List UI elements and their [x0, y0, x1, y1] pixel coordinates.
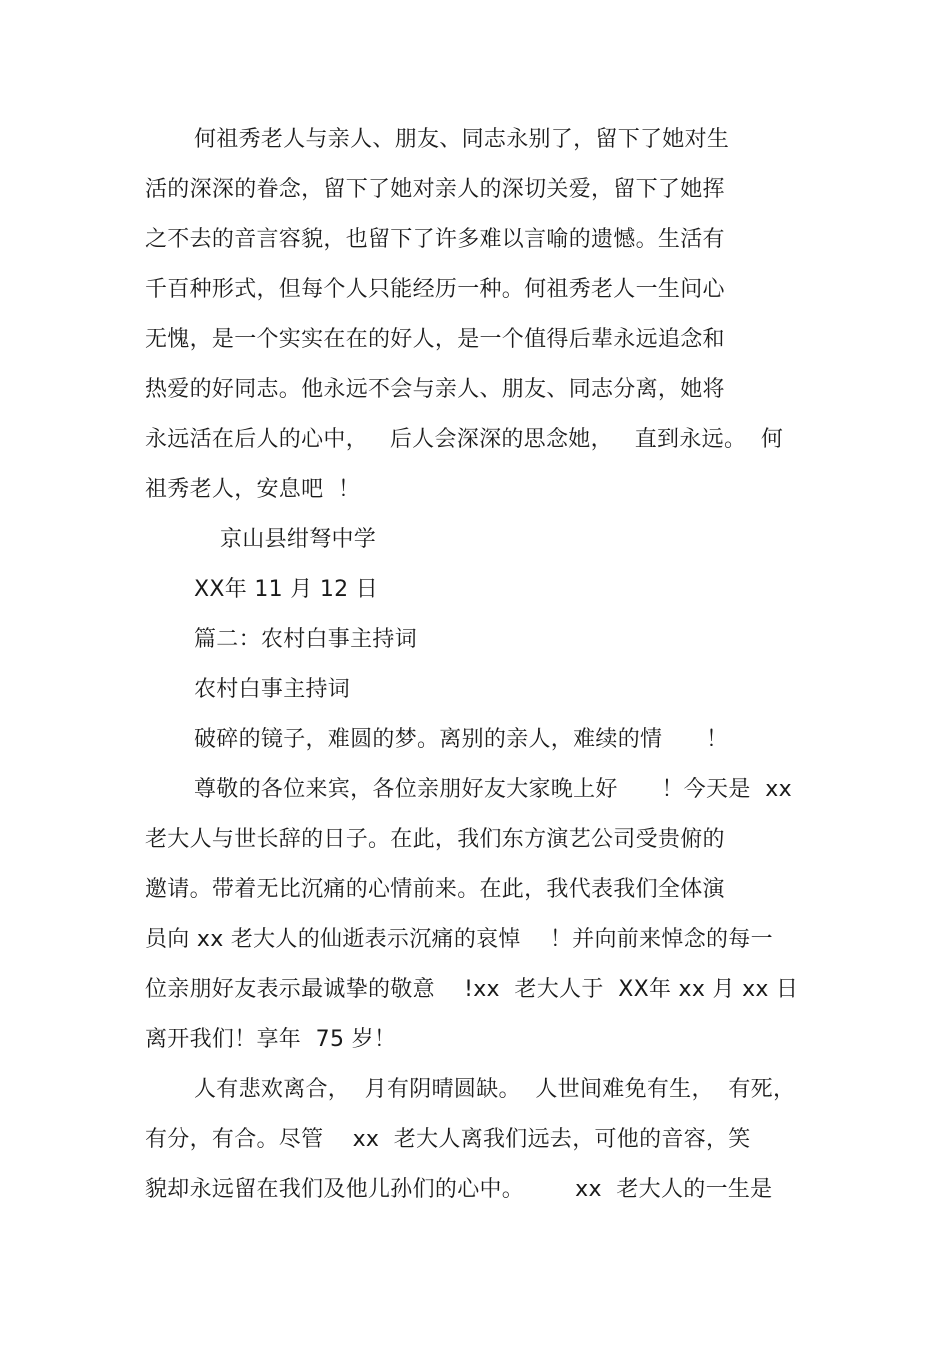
paragraph-line-17: 有分，有合。尽管 xx 老大人离我们远去，可他的音容，笑 — [145, 1127, 751, 1152]
signature-date: XX年 11 月 12 日 — [194, 577, 379, 602]
paragraph-line-1: 何祖秀老人与亲人、朋友、同志永别了，留下了她对生 — [194, 127, 730, 152]
paragraph-line-6: 热爱的好同志。他永远不会与亲人、朋友、同志分离，她将 — [145, 377, 725, 402]
paragraph-line-12: 邀请。带着无比沉痛的心情前来。在此，我代表我们全体演 — [145, 877, 725, 902]
paragraph-line-3: 之不去的音言容貌，也留下了许多难以言喻的遗憾。生活有 — [145, 227, 725, 252]
paragraph-line-10: 尊敬的各位来宾，各位亲朋好友大家晚上好 ！今天是 xx — [194, 777, 792, 802]
paragraph-line-16: 人有悲欢离合， 月有阴晴圆缺。 人世间难免有生， 有死， — [194, 1077, 796, 1102]
paragraph-line-11: 老大人与世长辞的日子。在此，我们东方演艺公司受贵俯的 — [145, 827, 725, 852]
paragraph-line-4: 千百种形式，但每个人只能经历一种。何祖秀老人一生问心 — [145, 277, 725, 302]
paragraph-line-9: 破碎的镜子，难圆的梦。离别的亲人，难续的情 ！ — [194, 727, 729, 752]
paragraph-line-8: 祖秀老人，安息吧 ！ — [145, 477, 361, 502]
paragraph-line-18: 貌却永远留在我们及他儿孙们的心中。 xx 老大人的一生是 — [145, 1177, 773, 1202]
paragraph-line-15: 离开我们！享年 75 岁！ — [145, 1027, 397, 1052]
signature-school: 京山县绀弩中学 — [220, 527, 377, 552]
section-title: 农村白事主持词 — [194, 677, 351, 702]
paragraph-line-13: 员向 xx 老大人的仙逝表示沉痛的哀悼 ！并向前来悼念的每一 — [145, 927, 773, 952]
paragraph-line-5: 无愧，是一个实实在在的好人，是一个值得后辈永远追念和 — [145, 327, 725, 352]
paragraph-line-2: 活的深深的眷念，留下了她对亲人的深切关爱，留下了她挥 — [145, 177, 725, 202]
paragraph-line-7: 永远活在后人的心中， 后人会深深的思念她， 直到永远。 何 — [145, 427, 784, 452]
paragraph-line-14: 位亲朋好友表示最诚挚的敬意 !xx 老大人于 XX年 xx 月 xx 日 — [145, 977, 799, 1002]
section-heading: 篇二：农村白事主持词 — [194, 627, 418, 652]
